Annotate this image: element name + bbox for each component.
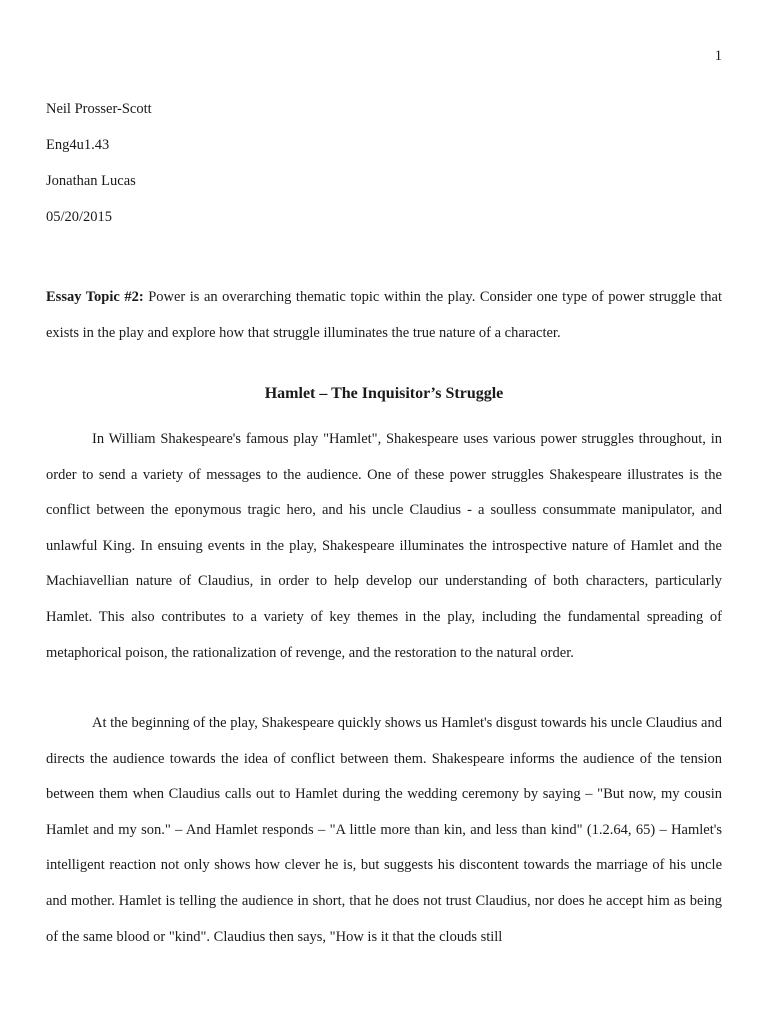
page-number: 1 bbox=[714, 48, 722, 64]
body-paragraph: In William Shakespeare's famous play "Hamlet", Shakespeare uses various power struggles throughout, in order to send a variety of messages to the audience. One of these power struggles Shakespeare illustrates is the conflict between the eponymous tragic hero, and his uncle Claudius - a soulless consummate manipulator, and unlawful King. In ensuing events in the play, Shakespeare illuminates the introspective nature of Hamlet and the Machiavellian nature of Claudius, in order to help develop our understanding of both characters, particularly Hamlet. This also contributes to a variety of key themes in the play, including the fundamental spreading of metaphorical poison, the rationalization of revenge, and the restoration to the natural order. bbox=[46, 431, 722, 661]
essay-topic-label: Essay Topic #2: bbox=[46, 289, 144, 305]
header-block bbox=[46, 100, 722, 244]
essay-date: 05/20/2015 bbox=[46, 209, 113, 225]
essay-topic-text: Power is an overarching thematic topic within the play. Consider one type of power struggle that exists in the play and explore how that struggle illuminates the true nature of a character. bbox=[46, 289, 722, 341]
teacher-name: Jonathan Lucas bbox=[46, 173, 136, 189]
essay-title: Hamlet – The Inquisitor’s Struggle bbox=[264, 385, 504, 402]
author-name: Neil Prosser-Scott bbox=[46, 101, 152, 117]
body-paragraph: At the beginning of the play, Shakespeare quickly shows us Hamlet's disgust towards his uncle Claudius and directs the audience towards the idea of conflict between them. Shakespeare informs the audience of the tension between them when Claudius calls out to Hamlet during the wedding ceremony by saying – "But now, my cousin Hamlet and my son." – And Hamlet responds – "A little more than kin, and less than kind" (1.2.64, 65) – Hamlet's intelligent reaction not only shows how clever he is, but suggests his discontent towards the marriage of his uncle and mother. Hamlet is telling the audience in short, that he does not trust Claudius, nor does he accept him as being of the same blood or "kind". Claudius then says, "How is it that the clouds still bbox=[46, 715, 722, 945]
course-code: Eng4u1.43 bbox=[46, 137, 110, 153]
essay-topic bbox=[46, 279, 722, 351]
